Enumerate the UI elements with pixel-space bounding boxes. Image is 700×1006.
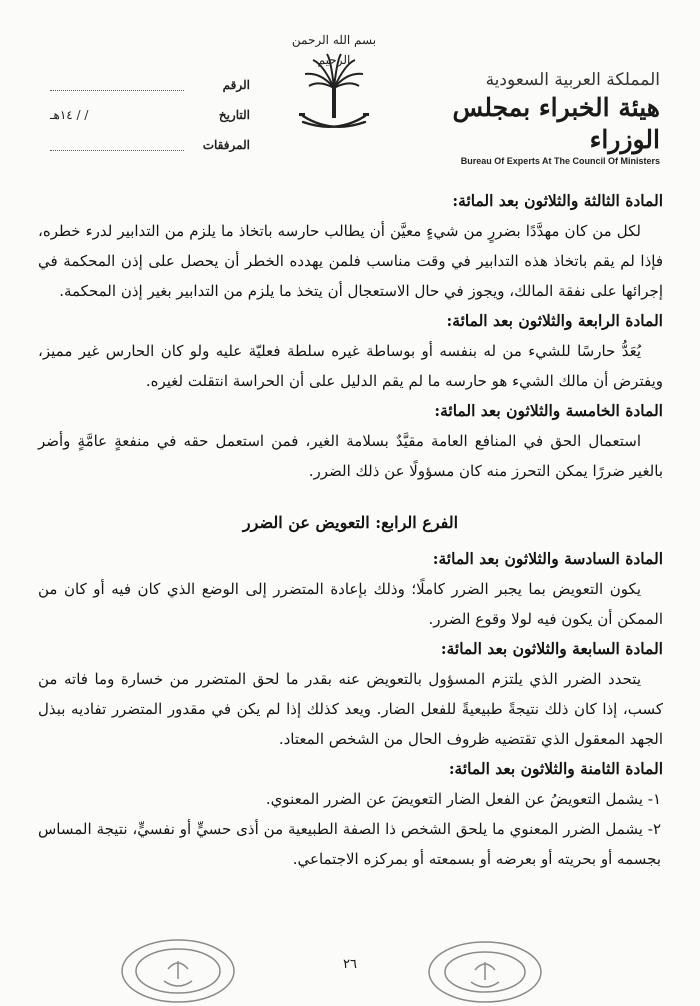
document-body bbox=[38, 186, 663, 874]
ref-number-label: الرقم bbox=[222, 78, 250, 92]
ref-number-line bbox=[50, 80, 184, 91]
official-seal-left-icon bbox=[118, 935, 238, 1005]
organization-name-ar: هيئة الخبراء بمجلس الوزراء bbox=[452, 93, 660, 154]
official-seal-right-icon bbox=[425, 938, 545, 1006]
section-title: الفرع الرابع: التعويض عن الضرر bbox=[242, 513, 459, 532]
article-text: يُعَدُّ حارسًا للشيء من له بنفسه أو بوساطة غيره سلطة فعليّة عليه ولو كان الحارس غير مميز، ويفترض أن مالك الشيء هو حارسه ما لم يقم الدليل على أن الحراسة انتقلت لغيره. bbox=[38, 342, 663, 390]
article-133 bbox=[38, 186, 663, 306]
ref-number-row bbox=[50, 70, 250, 100]
article-heading: المادة السادسة والثلاثون بعد المائة: bbox=[432, 549, 663, 568]
article-136 bbox=[38, 544, 663, 634]
attachments-line bbox=[50, 140, 184, 151]
date-value: / / ١٤هـ bbox=[50, 108, 89, 122]
emblem bbox=[284, 30, 384, 142]
date-row bbox=[50, 100, 250, 130]
attachments-row bbox=[50, 130, 250, 160]
list-item: ١- يشمل التعويضُ عن الفعل الضار التعويضَ عن الضرر المعنوي. bbox=[265, 790, 661, 808]
article-heading: المادة الرابعة والثلاثون بعد المائة: bbox=[446, 311, 663, 330]
kingdom-name: المملكة العربية السعودية bbox=[485, 70, 660, 90]
date-label: التاريخ bbox=[218, 108, 250, 122]
article-text: يكون التعويض بما يجبر الضرر كاملًا؛ وذلك بإعادة المتضرر إلى الوضع الذي كان فيه أو كان من الممكن أن يكون فيه لولا وقوع الضرر. bbox=[38, 580, 663, 628]
article-text: لكل من كان مهدَّدًا بضررٍ من شيءٍ معيَّن أن يطالب حارسه باتخاذ ما يلزم من التدابير لدرء خطره، فإذا لم يقم باتخاذ هذه التدابير في وقت مناسب فلمن يهدده الخطر أن يحصل على إذن المحكمة في إجرائها على نفقة المالك، ويجوز في حال الاستعجال أن يتخذ ما يلزم من التدابير بغير إذن المحكمة. bbox=[38, 222, 663, 300]
article-137 bbox=[38, 634, 663, 754]
reference-fields bbox=[50, 70, 250, 160]
article-heading: المادة السابعة والثلاثون بعد المائة: bbox=[440, 639, 663, 658]
attachments-label: المرفقات bbox=[202, 138, 250, 152]
organization-name-en: Bureau Of Experts At The Council Of Ministers bbox=[460, 156, 660, 166]
basmala: بسم الله الرحمن الرحيم bbox=[291, 33, 377, 67]
article-134 bbox=[38, 306, 663, 396]
list-item: ٢- يشمل الضرر المعنوي ما يلحق الشخص ذا الصفة الطبيعية من أذى حسيٍّ أو نفسيٍّ، نتيجة المساس بجسمه أو بحريته أو بعرضه أو بسمعته أو بمركزه الاجتماعي. bbox=[38, 820, 661, 868]
article-heading: المادة الثامنة والثلاثون بعد المائة: bbox=[448, 759, 663, 778]
article-138 bbox=[38, 754, 663, 874]
article-text: استعمال الحق في المنافع العامة مقيَّدٌ بسلامة الغير، فمن استعمل حقه في منفعةٍ عامَّةٍ وأضر بالغير ضررًا يمكن التحرز منه كان مسؤولًا عن ذلك الضرر. bbox=[38, 432, 663, 480]
page-number: ٢٦ bbox=[343, 957, 357, 972]
article-text: يتحدد الضرر الذي يلتزم المسؤول بالتعويض عنه بقدر ما لحق المتضرر من خسارة وما فاته من كسب، إذا كان ذلك نتيجةً طبيعيةً للفعل الضار. ويعد كذلك إذا لم يكن في مقدور المتضرر تفاديه ببذل الجهد المعقول الذي تقتضيه ظروف الحال من الشخص المعتاد. bbox=[38, 670, 663, 748]
article-heading: المادة الثالثة والثلاثون بعد المائة: bbox=[452, 191, 663, 210]
article-135 bbox=[38, 396, 663, 486]
article-heading: المادة الخامسة والثلاثون بعد المائة: bbox=[434, 401, 663, 420]
organization-header bbox=[430, 70, 660, 166]
